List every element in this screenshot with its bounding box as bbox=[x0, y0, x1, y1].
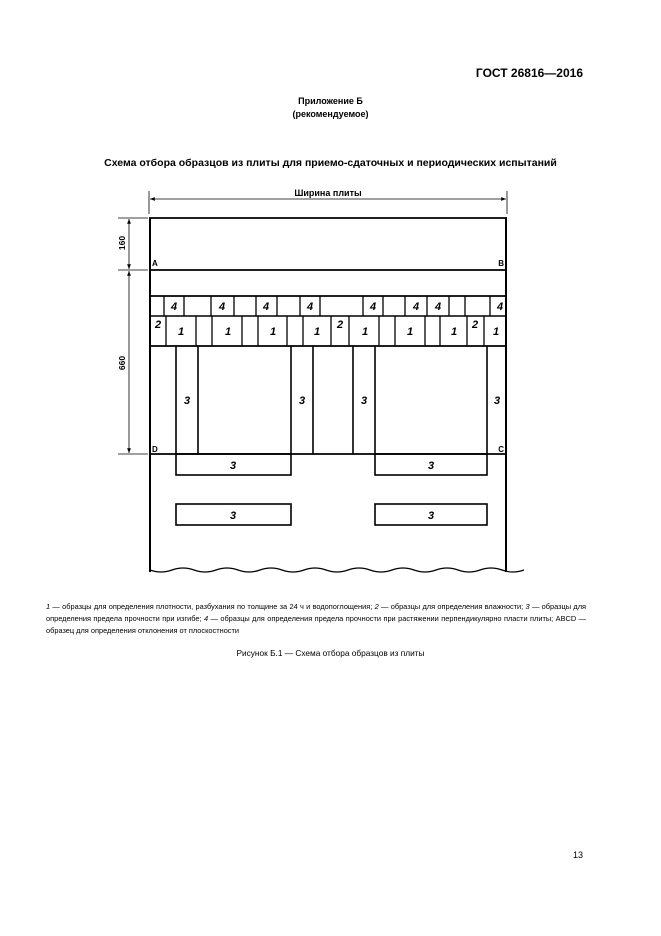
corner-label-b: B bbox=[498, 259, 504, 268]
legend-num: 2 bbox=[374, 602, 379, 611]
sample-label-3: 3 bbox=[183, 395, 191, 407]
sample-label-4: 4 bbox=[306, 301, 314, 313]
sample-label-4: 4 bbox=[434, 301, 442, 313]
sample-label-3: 3 bbox=[427, 460, 435, 472]
annex-status: (рекомендуемое) bbox=[292, 109, 369, 119]
figure-legend bbox=[46, 601, 586, 637]
annex-title: Приложение Б bbox=[298, 96, 363, 106]
legend-text: — образцы для определения влажности; bbox=[378, 602, 526, 611]
sample-label-2: 2 bbox=[336, 319, 344, 331]
dim-label-660: 660 bbox=[117, 355, 127, 371]
legend-num: 4 bbox=[203, 614, 209, 623]
sample-label-4: 4 bbox=[262, 301, 270, 313]
page-number: 13 bbox=[572, 850, 583, 860]
vertical-samples-3 bbox=[176, 346, 487, 454]
legend-text: — образцы для определения предела прочности при изгибе; bbox=[46, 602, 587, 623]
sample-label-3: 3 bbox=[229, 460, 237, 472]
sample-label-4: 4 bbox=[369, 301, 377, 313]
sample-label-1: 1 bbox=[269, 326, 277, 338]
sample-label-3: 3 bbox=[298, 395, 306, 407]
sample-label-1: 1 bbox=[313, 326, 321, 338]
board-break-line bbox=[150, 568, 524, 572]
row-4-separators bbox=[164, 296, 490, 316]
legend-text: — образцы для определения плотности, разбухания по толщине за 24 ч и водопоглощения; bbox=[50, 602, 375, 611]
sample-label-1: 1 bbox=[224, 326, 232, 338]
sample-label-4: 4 bbox=[170, 301, 178, 313]
sample-label-4: 4 bbox=[412, 301, 420, 313]
dim-label-160: 160 bbox=[117, 235, 127, 251]
corner-label-c: C bbox=[498, 445, 504, 454]
sample-label-1: 1 bbox=[492, 326, 500, 338]
legend-text: — образцы для определения предела прочности при растяжении перпендикулярно пласти плиты; ABCD — образец для определения отклонения от плоскостности bbox=[46, 614, 586, 635]
legend-num: 1 bbox=[46, 602, 51, 611]
sample-label-1: 1 bbox=[406, 326, 414, 338]
standard-number: ГОСТ 26816—2016 bbox=[475, 66, 583, 80]
sample-label-1: 1 bbox=[361, 326, 369, 338]
sample-label-3: 3 bbox=[427, 510, 435, 522]
sample-label-4: 4 bbox=[218, 301, 226, 313]
sample-label-1: 1 bbox=[177, 326, 185, 338]
corner-label-a: A bbox=[152, 259, 158, 268]
sample-label-3: 3 bbox=[360, 395, 368, 407]
width-label: Ширина плиты bbox=[294, 188, 362, 198]
sample-label-2: 2 bbox=[154, 319, 162, 331]
sample-label-1: 1 bbox=[450, 326, 458, 338]
sample-label-3: 3 bbox=[229, 510, 237, 522]
figure-title: Рисунок Б.1 — Схема отбора образцов из плиты bbox=[236, 648, 425, 658]
sample-label-4: 4 bbox=[496, 301, 504, 313]
sample-label-2: 2 bbox=[471, 319, 479, 331]
row-1-separators bbox=[166, 316, 484, 346]
scheme-heading: Схема отбора образцов из плиты для приемо-сдаточных и периодических испытаний bbox=[104, 157, 557, 169]
corner-label-d: D bbox=[152, 445, 158, 454]
legend-num: 3 bbox=[525, 602, 530, 611]
sample-label-3: 3 bbox=[493, 395, 501, 407]
